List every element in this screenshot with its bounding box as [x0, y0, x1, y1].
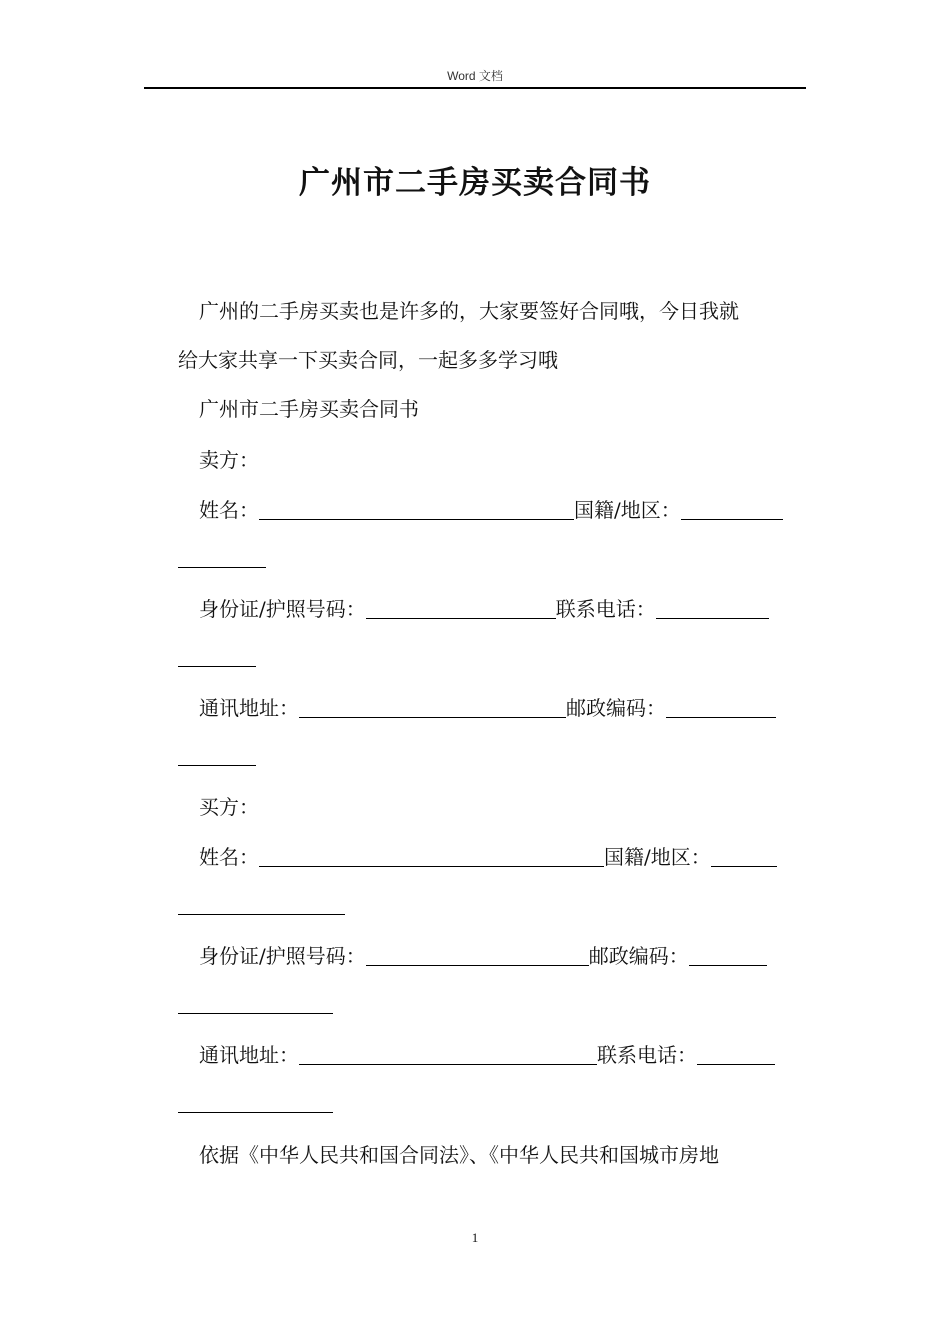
- seller-postcode-field-cont[interactable]: [178, 745, 256, 766]
- page-header: Word 文档: [447, 69, 503, 83]
- buyer-id-row: [178, 942, 802, 970]
- buyer-address-label: 通讯地址：: [199, 1043, 299, 1067]
- buyer-postcode-field[interactable]: [689, 945, 767, 966]
- seller-phone-field-cont[interactable]: [178, 646, 256, 667]
- buyer-nationality-label: 国籍/地区：: [604, 845, 711, 869]
- buyer-postcode-continuation: [178, 990, 802, 1018]
- seller-name-label: 姓名：: [199, 498, 259, 522]
- buyer-phone-field[interactable]: [697, 1044, 775, 1065]
- intro-line-2: 给大家共享一下买卖合同，一起多多学习哦: [178, 348, 558, 372]
- seller-id-label: 身份证/护照号码：: [199, 597, 366, 621]
- buyer-name-label: 姓名：: [199, 845, 259, 869]
- buyer-postcode-field-cont[interactable]: [178, 993, 333, 1014]
- seller-address-label: 通讯地址：: [199, 696, 299, 720]
- buyer-phone-continuation: [178, 1089, 802, 1117]
- buyer-id-label: 身份证/护照号码：: [199, 944, 366, 968]
- seller-nationality-continuation: [178, 544, 802, 572]
- seller-postcode-continuation: [178, 742, 802, 770]
- buyer-postcode-label: 邮政编码：: [588, 944, 689, 968]
- seller-nationality-field-cont[interactable]: [178, 547, 266, 568]
- seller-phone-field[interactable]: [656, 598, 769, 619]
- seller-name-field[interactable]: [259, 499, 574, 520]
- seller-address-row: [178, 694, 802, 722]
- buyer-nationality-field[interactable]: [711, 846, 777, 867]
- basis-line: 依据《中华人民共和国合同法》、《中华人民共和国城市房地: [199, 1143, 719, 1167]
- seller-name-row: [178, 496, 802, 524]
- page-number: 1: [471, 1230, 479, 1245]
- document-title: 广州市二手房买卖合同书: [299, 165, 651, 201]
- intro-line-1: 广州的二手房买卖也是许多的，大家要签好合同哦，今日我就: [199, 299, 739, 323]
- seller-nationality-label: 国籍/地区：: [574, 498, 681, 522]
- seller-phone-continuation: [178, 643, 802, 671]
- header-divider: [144, 87, 806, 89]
- seller-phone-label: 联系电话：: [555, 597, 656, 621]
- subtitle: 广州市二手房买卖合同书: [199, 397, 419, 421]
- buyer-id-field[interactable]: [366, 945, 589, 966]
- buyer-address-row: [178, 1041, 802, 1069]
- seller-postcode-field[interactable]: [666, 697, 776, 718]
- buyer-name-row: [178, 843, 802, 871]
- seller-nationality-field[interactable]: [681, 499, 783, 520]
- seller-heading: 卖方：: [199, 448, 259, 472]
- buyer-phone-field-cont[interactable]: [178, 1092, 333, 1113]
- buyer-nationality-field-cont[interactable]: [178, 894, 345, 915]
- buyer-name-field[interactable]: [259, 846, 604, 867]
- seller-id-row: [178, 595, 802, 623]
- seller-postcode-label: 邮政编码：: [566, 696, 666, 720]
- buyer-address-field[interactable]: [299, 1044, 597, 1065]
- seller-address-field[interactable]: [299, 697, 566, 718]
- buyer-heading: 买方：: [199, 795, 259, 819]
- seller-id-field[interactable]: [366, 598, 556, 619]
- buyer-nationality-continuation: [178, 891, 802, 919]
- buyer-phone-label: 联系电话：: [597, 1043, 697, 1067]
